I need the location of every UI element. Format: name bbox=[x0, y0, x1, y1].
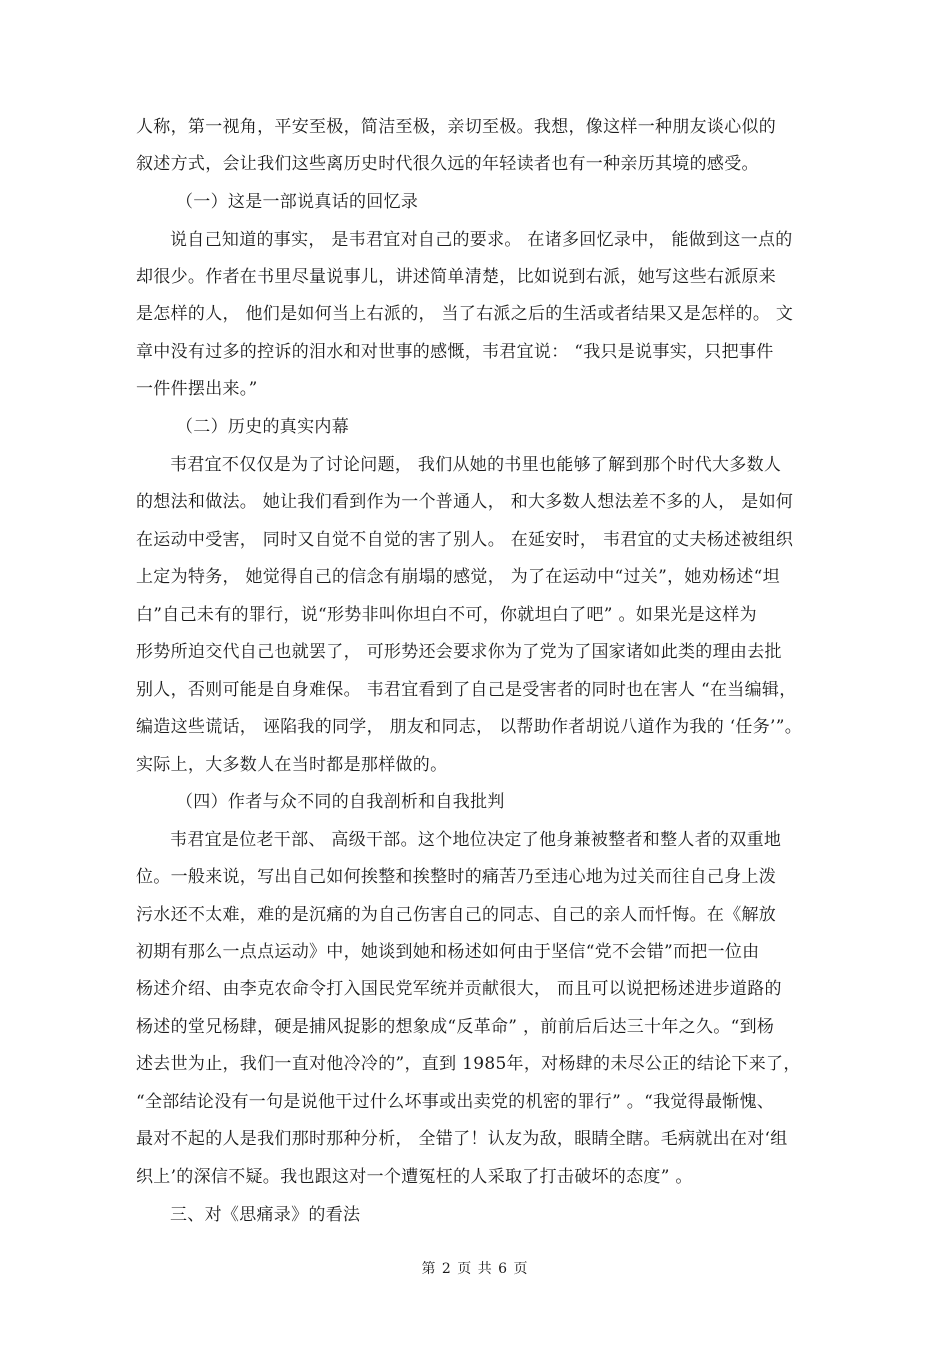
text-line: 述去世为止，我们一直对他冷冷的”，直到 1985年，对杨肆的未尽公正的结论下来了， bbox=[136, 1054, 801, 1074]
text-line: “全部结论没有一句是说他干过什么坏事或出卖党的机密的罪行” 。“我觉得最惭愧、 bbox=[136, 1092, 775, 1112]
section-heading: （一）这是一部说真话的回忆录 bbox=[176, 192, 419, 212]
text-line: 却很少。作者在书里尽量说事儿，讲述简单清楚，比如说到右派，她写这些右派原来 bbox=[136, 267, 777, 287]
text-line: 形势所迫交代自己也就罢了， 可形势还会要求你为了党为了国家诸如此类的理由去批 bbox=[136, 642, 782, 662]
text-line: 韦君宜是位老干部、 高级干部。这个地位决定了他身兼被整者和整人者的双重地 bbox=[170, 830, 782, 850]
text-line: 人称，第一视角，平安至极，简洁至极，亲切至极。我想，像这样一种朋友谈心似的 bbox=[136, 117, 777, 137]
text-line: 叙述方式，会让我们这些离历史时代很久远的年轻读者也有一种亲历其境的感受。 bbox=[136, 154, 759, 174]
text-line: 说自己知道的事实， 是韦君宜对自己的要求。 在诸多回忆录中， 能做到这一点的 bbox=[170, 230, 793, 250]
text-line: 章中没有过多的控诉的泪水和对世事的感慨，韦君宜说： “我只是说事实，只把事件 bbox=[136, 342, 774, 362]
text-line: 韦君宜不仅仅是为了讨论问题， 我们从她的书里也能够了解到那个时代大多数人 bbox=[170, 455, 782, 475]
text-line: 杨述介绍、由李克农命令打入国民党军统并贡献很大， 而且可以说把杨述进步道路的 bbox=[136, 979, 782, 999]
text-line: 的想法和做法。 她让我们看到作为一个普通人， 和大多数人想法差不多的人， 是如何 bbox=[136, 492, 794, 512]
text-line: 在运动中受害， 同时又自觉不自觉的害了别人。 在延安时， 韦君宜的丈夫杨述被组织 bbox=[136, 530, 794, 550]
text-line: 最对不起的人是我们那时那种分析， 全错了！认友为敌，眼睛全瞎。毛病就出在对‘组 bbox=[136, 1129, 788, 1149]
text-line: 杨述的堂兄杨肆，硬是捕风捉影的想象成“反革命” ，前前后后达三十年之久。“到杨 bbox=[136, 1017, 775, 1037]
text-line: 实际上，大多数人在当时都是那样做的。 bbox=[136, 755, 448, 775]
section-heading: （二）历史的真实内幕 bbox=[176, 417, 349, 437]
text-line: 白”自己未有的罪行，说“形势非叫你坦白不可，你就坦白了吧” 。如果光是这样为 bbox=[136, 605, 757, 625]
section-heading: （四）作者与众不同的自我剖析和自我批判 bbox=[176, 792, 505, 812]
page-footer: 第 2 页 共 6 页 bbox=[421, 1261, 529, 1277]
section-heading: 三、对《思痛录》的看法 bbox=[170, 1205, 361, 1225]
text-line: 织上’的深信不疑。我也跟这对一个遭冤枉的人采取了打击破坏的态度” 。 bbox=[136, 1167, 693, 1187]
text-line: 一件件摆出来。” bbox=[136, 379, 258, 399]
text-line: 是怎样的人， 他们是如何当上右派的， 当了右派之后的生活或者结果又是怎样的。 文 bbox=[136, 304, 794, 324]
text-line: 上定为特务， 她觉得自己的信念有崩塌的感觉， 为了在运动中“过关”，她劝杨述“坦 bbox=[136, 567, 780, 587]
text-line: 别人，否则可能是自身难保。 韦君宜看到了自己是受害者的同时也在害人 “在当编辑， bbox=[136, 680, 797, 700]
text-line: 污水还不太难，难的是沉痛的为自己伤害自己的同志、自己的亲人而忏悔。在《解放 bbox=[136, 905, 777, 925]
text-line: 编造这些谎话， 诬陷我的同学， 朋友和同志， 以帮助作者胡说八道作为我的 ‘任务’”。 bbox=[136, 717, 803, 737]
text-line: 位。一般来说，写出自己如何挨整和挨整时的痛苦乃至违心地为过关而往自己身上泼 bbox=[136, 867, 777, 887]
text-line: 初期有那么一点点运动》中，她谈到她和杨述如何由于坚信“党不会错”而把一位由 bbox=[136, 942, 760, 962]
